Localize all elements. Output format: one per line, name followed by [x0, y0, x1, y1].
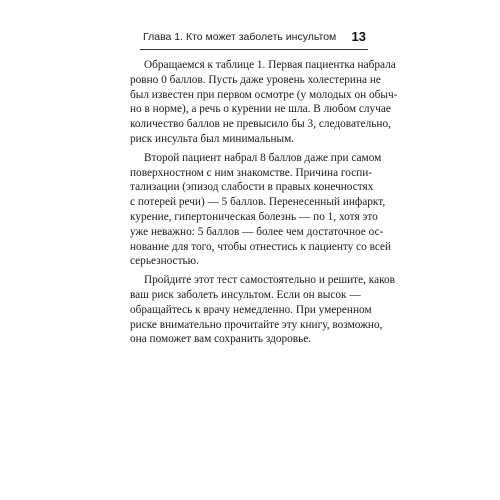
text-line: риске внимательно прочитайте эту книгу, возможно, [130, 318, 383, 331]
running-header [140, 29, 368, 50]
text-line: курение, гипертоническая болезнь — по 1, хотя это [130, 210, 378, 223]
paragraph [130, 58, 398, 147]
body-text [130, 58, 398, 351]
text-line: риск инсульта был минимальным. [130, 132, 295, 145]
text-line: Пройдите этот тест самостоятельно и решите, каков [144, 274, 396, 287]
text-line: ваш риск заболеть инсультом. Если он высок — [130, 288, 361, 301]
paragraph [130, 273, 396, 347]
text-line: тализации (эпизод слабости в правых конечностях [130, 181, 374, 194]
text-line: серьезностью. [130, 255, 199, 268]
text-line: нование для того, чтобы отнестись к пациенту со всей [130, 240, 392, 253]
text-line: уже неважно: 5 баллов — более чем достаточное ос- [130, 225, 384, 238]
text-line: Второй пациент набрал 8 баллов даже при самом [144, 151, 382, 164]
text-line: она поможет вам сохранить здоровье. [130, 333, 312, 346]
text-line: обращайтесь к врачу немедленно. При умеренном [130, 303, 372, 316]
text-line: но в норме), а речь о курении не шла. В любом случае [130, 103, 391, 116]
text-line: поверхностном с ним знакомстве. Причина госпи- [130, 166, 373, 179]
paragraph [130, 151, 392, 269]
text-line: Обращаемся к таблице 1. Первая пациентка набрала [144, 59, 396, 71]
text-line: с потерей речи) — 5 баллов. Перенесенный инфаркт, [130, 196, 386, 209]
chapter-title: Глава 1. Кто может заболеть инсультом [143, 31, 337, 43]
text-line: ровно 0 баллов. Пусть даже уровень холестерина не [130, 73, 381, 86]
page-number: 13 [351, 29, 366, 44]
text-line: был известен при первом осмотре (у молодых он обыч- [130, 88, 398, 101]
text-line: количество баллов не превысило бы 3, следовательно, [130, 118, 391, 131]
